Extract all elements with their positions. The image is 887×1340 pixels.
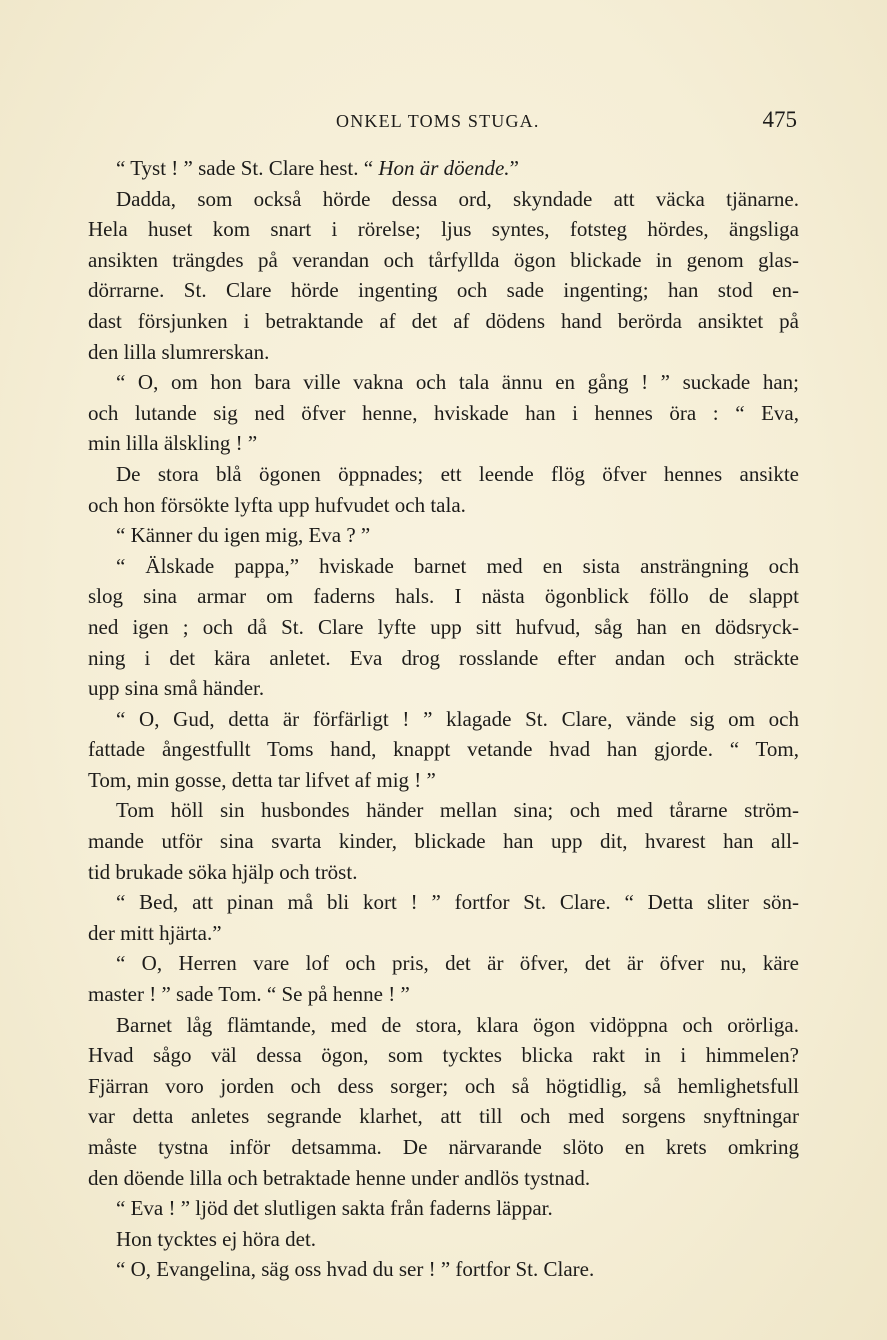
text-line: mande utför sina svarta kinder, blickade han upp dit, hvarest han all- <box>88 829 799 854</box>
text-line: “ O, Herren vare lof och pris, det är öfver, det är öfver nu, käre <box>116 951 799 976</box>
running-header <box>88 108 799 138</box>
text-line: tid brukade söka hjälp och tröst. <box>88 859 358 884</box>
text-line: “ O, om hon bara ville vakna och tala ännu en gång ! ” suckade han; <box>116 370 799 395</box>
text-line: fattade ångestfullt Toms hand, knappt vetande hvad han gjorde. “ Tom, <box>88 737 799 762</box>
text-line: min lilla älskling ! ” <box>88 431 258 456</box>
text-line: slog sina armar om faderns hals. I nästa ögonblick föllo de slappt <box>88 584 799 609</box>
text-line: Fjärran voro jorden och dess sorger; och så högtidlig, så hemlighetsfull <box>88 1073 799 1098</box>
text-line: måste tystna inför detsamma. De närvarande slöto en krets omkring <box>88 1135 799 1159</box>
text-line: Tom, min gosse, detta tar lifvet af mig ! ” <box>88 767 436 792</box>
text-line: dörrarne. St. Clare hörde ingenting och sade ingenting; han stod en- <box>88 278 799 303</box>
text-line: “ Bed, att pinan må bli kort ! ” fortfor St. Clare. “ Detta sliter sön- <box>116 890 799 915</box>
running-title: ONKEL TOMS STUGA. <box>336 111 540 131</box>
text-line: Tom höll sin husbondes händer mellan sina; och med tårarne ström- <box>116 798 799 823</box>
text-line: “ Tyst ! ” sade St. Clare hest. “ Hon är döende.” <box>116 156 519 180</box>
text-line: De stora blå ögonen öppnades; ett leende flög öfver hennes ansikte <box>116 461 799 486</box>
text-line: var detta anletes segrande klarhet, att till och med sorgens snyftningar <box>88 1104 799 1129</box>
text-line: och lutande sig ned öfver henne, hviskade han i hennes öra : “ Eva, <box>88 400 799 425</box>
text-line: den döende lilla och betraktade henne under andlös tystnad. <box>88 1165 591 1190</box>
text-line: Hela huset kom snart i rörelse; ljus syntes, fotsteg hördes, ängsliga <box>88 217 799 242</box>
text-line: “ Älskade pappa,” hviskade barnet med en sista ansträngning och <box>116 553 799 578</box>
text-line: der mitt hjärta.” <box>88 920 222 945</box>
text-line: “ O, Evangelina, säg oss hvad du ser ! ” fortfor St. Clare. <box>116 1257 595 1282</box>
body-text <box>88 153 799 1285</box>
text-line: master ! ” sade Tom. “ Se på henne ! ” <box>88 982 410 1007</box>
text-line: och hon försökte lyfta upp hufvudet och tala. <box>88 492 466 517</box>
text-line: “ Eva ! ” ljöd det slutligen sakta från faderns läppar. <box>116 1196 553 1221</box>
text-line: den lilla slumrerskan. <box>88 339 270 364</box>
page-number: 475 <box>762 107 797 132</box>
text-line: Hon tycktes ej höra det. <box>116 1226 317 1251</box>
text-line: Dadda, som också hörde dessa ord, skyndade att väcka tjänarne. <box>116 186 799 211</box>
text-line: Hvad sågo väl dessa ögon, som tycktes blicka rakt in i himmelen? <box>88 1043 799 1068</box>
italic-phrase: Hon är döende. <box>378 156 510 180</box>
text-line: ansikten trängdes på verandan och tårfyllda ögon blickade in genom glas- <box>88 247 799 272</box>
text-line: “ Känner du igen mig, Eva ? ” <box>116 523 371 548</box>
text-line: Barnet låg flämtande, med de stora, klara ögon vidöppna och orörliga. <box>116 1012 799 1037</box>
text-line: “ O, Gud, detta är förfärligt ! ” klagade St. Clare, vände sig om och <box>116 706 799 731</box>
text-line: upp sina små händer. <box>88 676 265 701</box>
text-line: ned igen ; och då St. Clare lyfte upp sitt hufvud, såg han en dödsryck- <box>88 614 799 639</box>
text-line: dast försjunken i betraktande af det af dödens hand berörda ansiktet på <box>88 308 799 333</box>
text-line: ning i det kära anletet. Eva drog rosslande efter andan och sträckte <box>88 645 799 670</box>
